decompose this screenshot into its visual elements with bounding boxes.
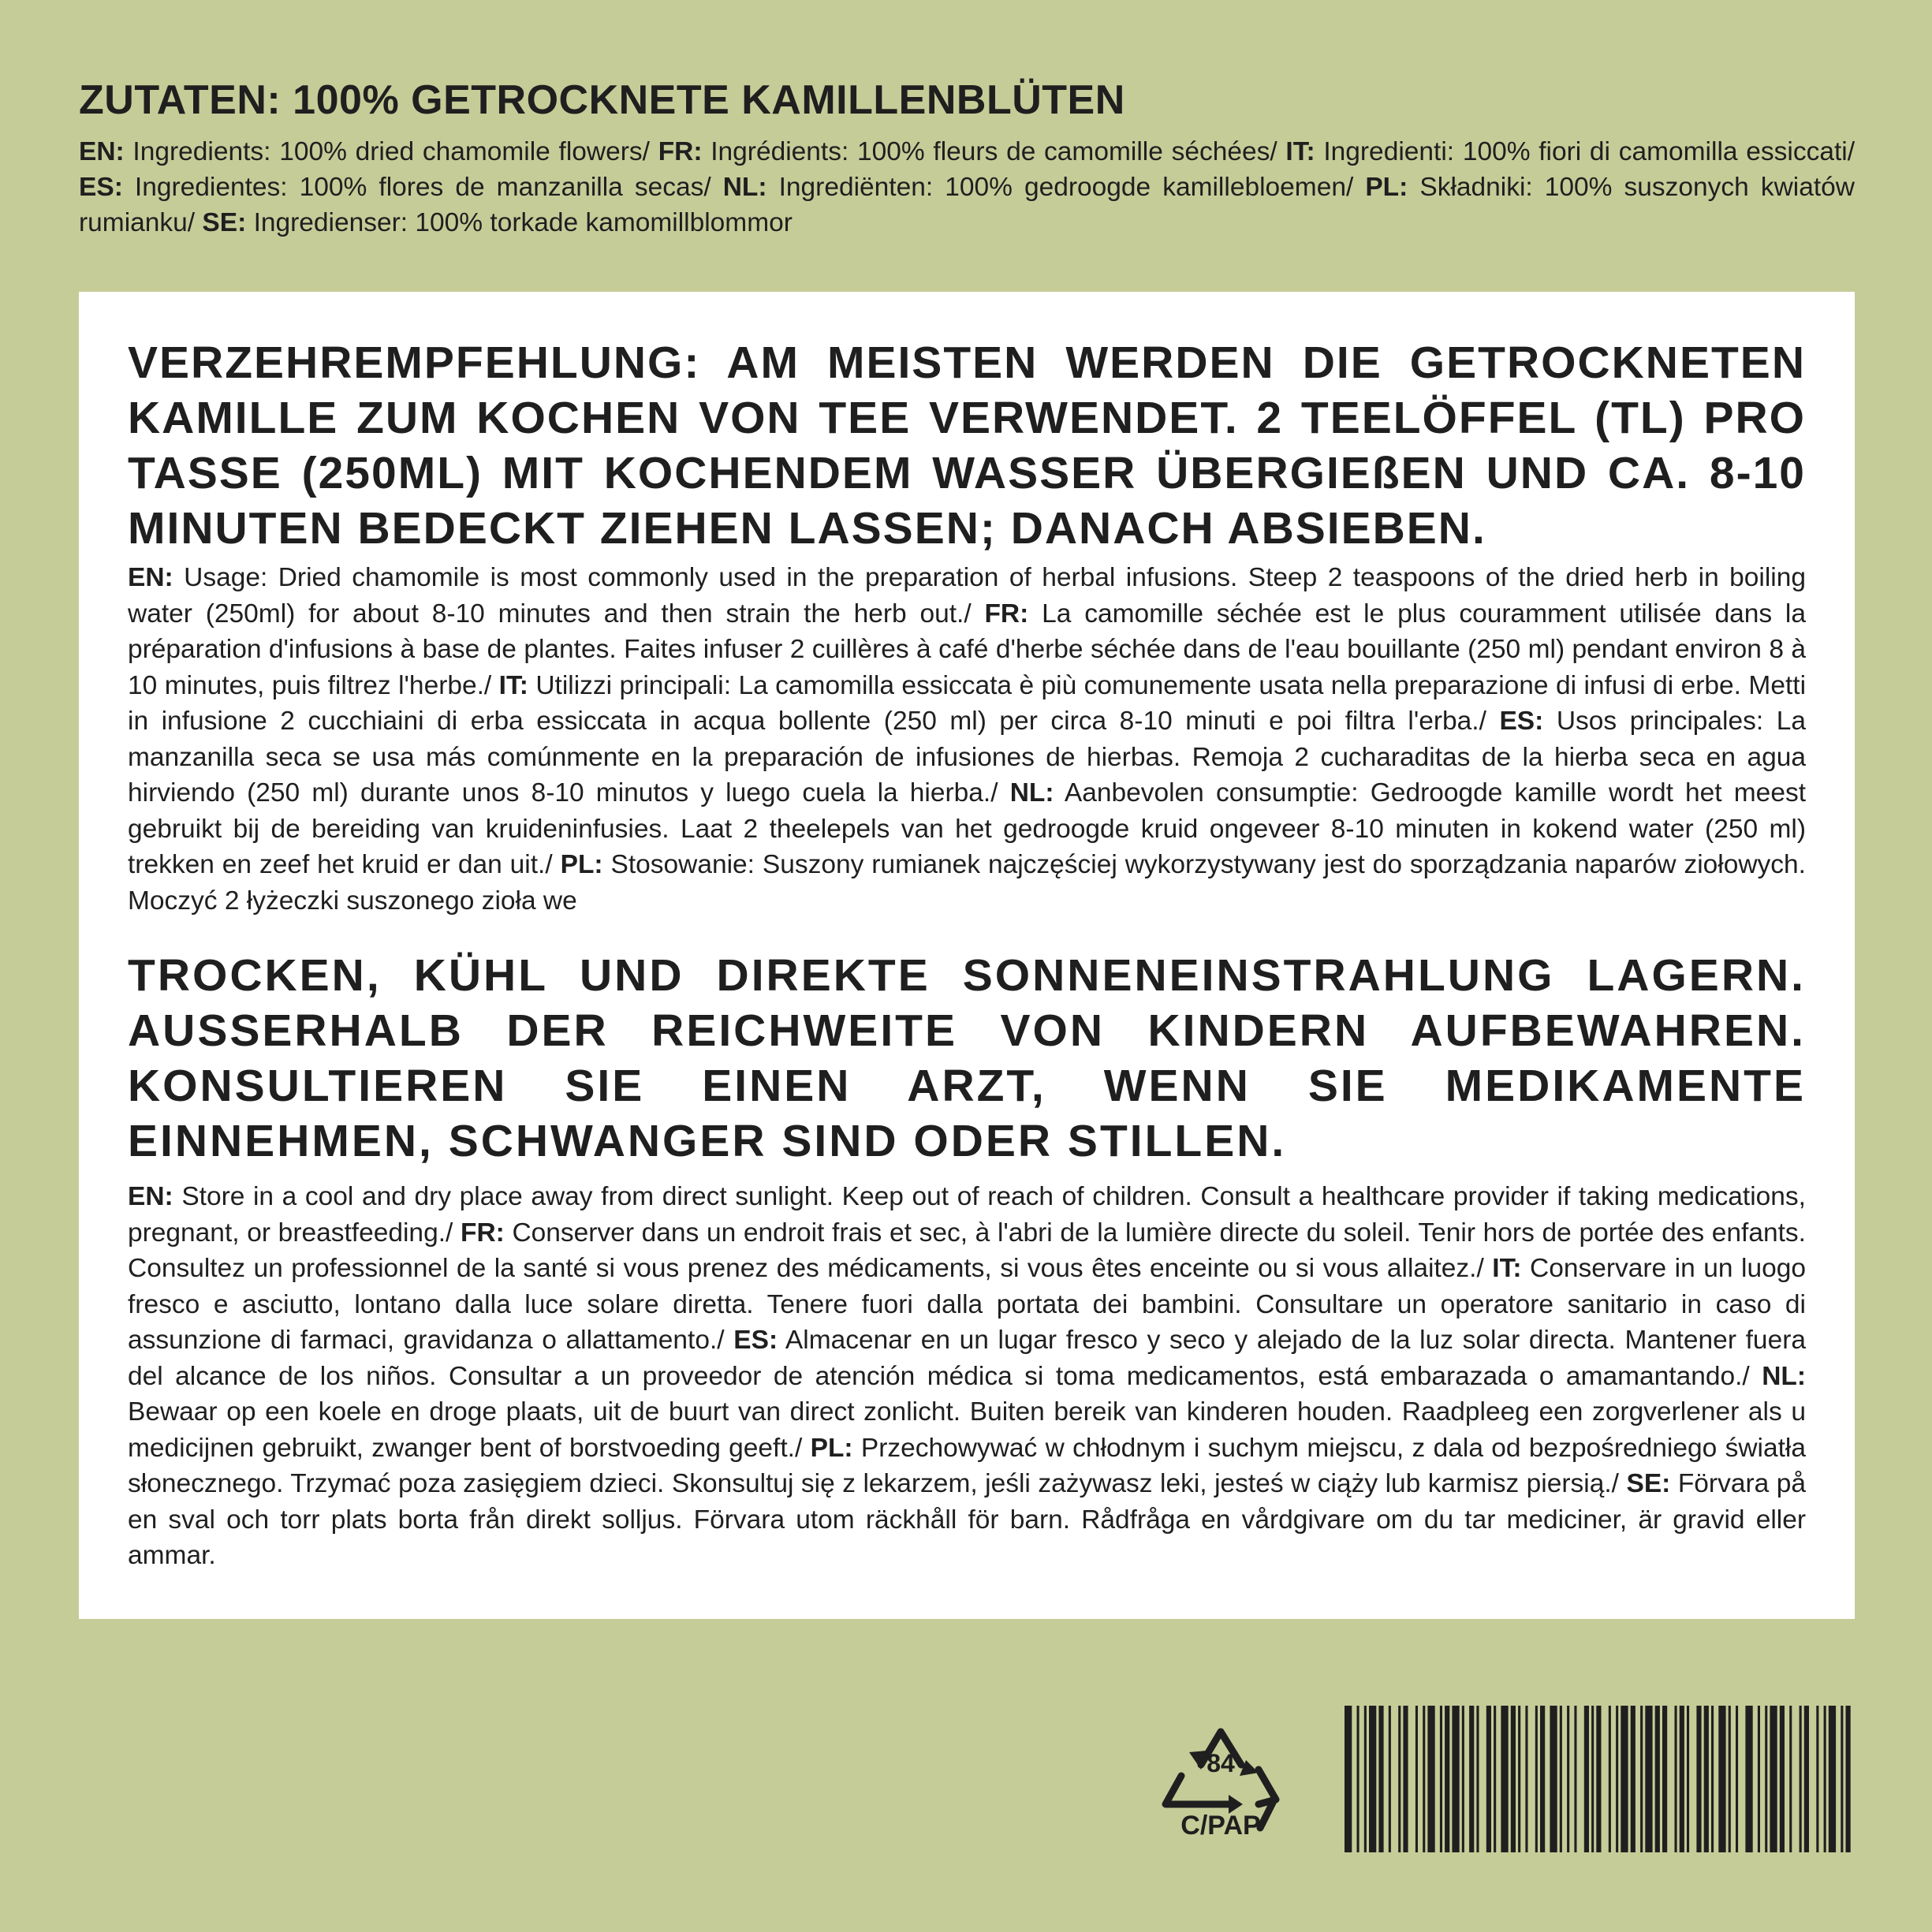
barcode-bar	[1535, 1706, 1538, 1852]
barcode-bar	[1662, 1706, 1667, 1852]
lang-code-fr: FR:	[984, 599, 1029, 628]
barcode-bar	[1550, 1706, 1557, 1852]
barcode-bar	[1574, 1706, 1576, 1852]
barcode-bar	[1398, 1706, 1401, 1852]
barcode-bar	[1560, 1706, 1562, 1852]
ingredients-nl: Ingrediënten: 100% gedroogde kamillebloemen/	[766, 173, 1366, 202]
barcode-bar	[1501, 1706, 1508, 1852]
barcode-bar	[1452, 1706, 1459, 1852]
lang-code-fr: FR:	[658, 137, 703, 166]
barcode-bar	[1780, 1706, 1785, 1852]
barcode-bar	[1829, 1706, 1836, 1852]
barcode-bar	[1567, 1706, 1569, 1852]
barcode-bar	[1800, 1706, 1802, 1852]
usage-en: Usage: Dried chamomile is most commonly used in the preparation of herbal infusions. Steep 2 teaspoons of the dried herb in boiling water (250ml) for about 8-10 minutes and then strain the herb out./	[128, 563, 1806, 628]
barcode-bar	[1645, 1706, 1652, 1852]
barcode-bar	[1462, 1706, 1464, 1852]
ingredients-en: Ingredients: 100% dried chamomile flowers/	[124, 137, 658, 166]
storage-nl: Bewaar op een koele en droge plaats, uit de buurt van direct zonlicht. Buiten bereik van kinderen houden. Raadpleeg een zorgverlener als u medicijnen gebruikt, zwanger bent of borstvoeding geeft./	[128, 1397, 1806, 1463]
barcode-bar	[1389, 1706, 1391, 1852]
usage-es: Usos principales: La manzanilla seca se usa más comúnmente en la preparación de infusiones de hierbas. Remoja 2 cucharaditas de la hierba seca en agua hirviendo (250 ml) durante unos 8-10 minutos y luego cuela la hierba./	[128, 707, 1806, 807]
lang-code-es: ES:	[79, 173, 123, 202]
barcode-bar	[1640, 1706, 1643, 1852]
barcode-bar	[1540, 1706, 1545, 1852]
lang-code-se: SE:	[1626, 1469, 1671, 1498]
usage-nl: Aanbevolen consumptie: Gedroogde kamille wordt het meest gebruikt bij de bereiding van kruideninfusies. Laat 2 theelepels van het gedroogde kruid ongeveer 8-10 minuten in kokend water (250 ml) trekken en zeef het kruid er dan uit./	[128, 778, 1806, 879]
info-panel	[79, 292, 1855, 1619]
usage-it: Utilizzi principali: La camomilla essiccata è più comunemente usata nella preparazione di infusi di erbe. Metti in infusione 2 cucchiaini di erba essiccata in acqua bollente (250 ml) per circa 8-10 minuti e poi filtra l'erba./	[128, 670, 1806, 736]
barcode-bar	[1675, 1706, 1677, 1852]
barcode-bar	[1415, 1706, 1418, 1852]
ingredients-fr: Ingrédients: 100% fleurs de camomille séchées/	[702, 137, 1286, 166]
barcode-bar	[1631, 1706, 1635, 1852]
lang-code-it: IT:	[1285, 137, 1315, 166]
ingredients-translations	[79, 134, 1855, 241]
barcode-bar	[1745, 1706, 1752, 1852]
barcode-bar	[1718, 1706, 1725, 1852]
usage-fr: La camomille séchée est le plus couramment utilisée dans la préparation d'infusions à base de plantes. Faites infuser 2 cuillères à café d'herbe séchée dans de l'eau bouillante (250 ml) pendant environ 8 à 10 minutes, puis filtrez l'herbe./	[128, 599, 1806, 700]
barcode-bar	[1596, 1706, 1601, 1852]
ingredients-pl: Składniki: 100% suszonych kwiatów rumianku/	[79, 173, 1855, 237]
lang-code-es: ES:	[1499, 707, 1544, 736]
lang-code-es: ES:	[733, 1326, 778, 1355]
barcode-bar	[1403, 1706, 1408, 1852]
lang-code-pl: PL:	[560, 850, 603, 879]
barcode-bar	[1427, 1706, 1434, 1852]
barcode-bar	[1616, 1706, 1618, 1852]
lang-code-en: EN:	[128, 1182, 173, 1211]
barcode-bar	[1696, 1706, 1701, 1852]
lang-code-en: EN:	[79, 137, 125, 166]
barcode-bar	[1511, 1706, 1516, 1852]
barcode-bar	[1591, 1706, 1594, 1852]
recycling-code: C/PAP	[1180, 1811, 1261, 1841]
barcode	[1345, 1706, 1856, 1852]
ingredients-it: Ingredienti: 100% fiori di camomilla essiccati/	[1315, 137, 1856, 166]
usage-heading: VERZEHREMPFEHLUNG: AM MEISTEN WERDEN DIE GETROCKNETEN KAMILLE ZUM KOCHEN VON TEE VERWENDET. 2 TEELÖFFEL (TL) PRO TASSE (250ML) MIT KOCHENDEM WASSER ÜBERGIEßEN UND CA. 8-10 MINUTEN BEDECKT ZIEHEN LASSEN; DANACH ABSIEBEN.	[128, 338, 1806, 554]
barcode-bar	[1518, 1706, 1520, 1852]
lang-code-fr: FR:	[460, 1218, 505, 1248]
barcode-bar	[1841, 1706, 1843, 1852]
barcode-bar	[1824, 1706, 1826, 1852]
lang-code-it: IT:	[498, 670, 528, 700]
storage-translations	[128, 1179, 1806, 1574]
barcode-bar	[1765, 1706, 1767, 1852]
barcode-bar	[1770, 1706, 1777, 1852]
lang-code-se: SE:	[202, 208, 247, 237]
barcode-bar	[1711, 1706, 1714, 1852]
barcode-bar	[1789, 1706, 1792, 1852]
barcode-bar	[1804, 1706, 1809, 1852]
barcode-bar	[1687, 1706, 1689, 1852]
recycling-number: 84	[1207, 1749, 1235, 1777]
barcode-bar	[1469, 1706, 1474, 1852]
ingredients-se: Ingredienser: 100% torkade kamomillblommor	[246, 208, 793, 237]
barcode-bar	[1445, 1706, 1449, 1852]
barcode-bar	[1525, 1706, 1527, 1852]
barcode-bar	[1357, 1706, 1359, 1852]
lang-code-nl: NL:	[722, 173, 767, 202]
barcode-bar	[1621, 1706, 1628, 1852]
storage-fr: Conserver dans un endroit frais et sec, à l'abri de la lumière directe du soleil. Tenir hors de portée des enfants. Consultez un professionnel de la santé si vous prenez des médicaments, si vous êtes enceinte ou si vous allaitez./	[128, 1218, 1806, 1283]
barcode-bar	[1680, 1706, 1684, 1852]
barcode-bar	[1440, 1706, 1442, 1852]
barcode-bar	[1486, 1706, 1491, 1852]
barcode-bar	[1846, 1706, 1851, 1852]
barcode-bar	[1816, 1706, 1818, 1852]
lang-code-pl: PL:	[1365, 173, 1408, 202]
storage-it: Conservare in un luogo fresco e asciutto, lontano dalla luce solare diretta. Tenere fuori dalla portata dei bambini. Consultare un operatore sanitario in caso di assunzione di farmaci, gravidanza o allattamento./	[128, 1254, 1806, 1355]
lang-code-nl: NL:	[1009, 778, 1054, 807]
barcode-bar	[1345, 1706, 1352, 1852]
storage-se: Förvara på en sval och torr plats borta från direkt solljus. Förvara utom räckhåll för barn. Rådfråga en vårdgivare om du tar mediciner, är gravid eller ammar.	[128, 1469, 1806, 1570]
lang-code-it: IT:	[1492, 1254, 1522, 1283]
ingredients-es: Ingredientes: 100% flores de manzanilla secas/	[122, 173, 723, 202]
barcode-bar	[1609, 1706, 1611, 1852]
storage-heading: TROCKEN, KÜHL UND DIREKTE SONNENEINSTRAHLUNG LAGERN. AUSSERHALB DER REICHWEITE VON KINDERN AUFBEWAHREN. KONSULTIEREN SIE EINEN ARZT, WENN SIE MEDIKAMENTE EINNEHMEN, SCHWANGER SIND ODER STILLEN.	[128, 950, 1806, 1166]
lang-code-en: EN:	[128, 563, 173, 592]
ingredients-title: ZUTATEN: 100% GETROCKNETE KAMILLENBLÜTEN	[79, 77, 1125, 123]
barcode-bar	[1758, 1706, 1760, 1852]
barcode-bar	[1736, 1706, 1738, 1852]
storage-es: Almacenar en un lugar fresco y seco y alejado de la luz solar directa. Mantener fuera del alcance de los niños. Consultar a un proveedor de atención médica si toma medicamentos, está embarazada o amamantando./	[128, 1326, 1806, 1391]
storage-pl: Przechowywać w chłodnym i suchym miejscu, z dala od bezpośredniego światła słonecznego. Trzymać poza zasięgiem dzieci. Skonsultuj się z lekarzem, jeśli zażywasz leki, jesteś w ciąży lub karmisz piersią./	[128, 1433, 1806, 1498]
barcode-bar	[1378, 1706, 1383, 1852]
lang-code-nl: NL:	[1762, 1361, 1806, 1391]
usage-pl: Stosowanie: Suszony rumianek najczęściej wykorzystywany jest do sporządzania naparów ziołowych. Moczyć 2 łyżeczki suszonego zioła we	[128, 850, 1806, 916]
lang-code-pl: PL:	[810, 1433, 853, 1463]
barcode-bar	[1729, 1706, 1731, 1852]
barcode-bar	[1364, 1706, 1367, 1852]
storage-en: Store in a cool and dry place away from direct sunlight. Keep out of reach of children. Consult a healthcare provider if taking medications, pregnant, or breastfeeding./	[128, 1182, 1806, 1248]
barcode-bar	[1476, 1706, 1479, 1852]
barcode-bar	[1494, 1706, 1496, 1852]
barcode-bar	[1369, 1706, 1376, 1852]
barcode-bar	[1584, 1706, 1589, 1852]
barcode-bar	[1704, 1706, 1709, 1852]
barcode-bar	[1423, 1706, 1425, 1852]
barcode-bar	[1655, 1706, 1660, 1852]
